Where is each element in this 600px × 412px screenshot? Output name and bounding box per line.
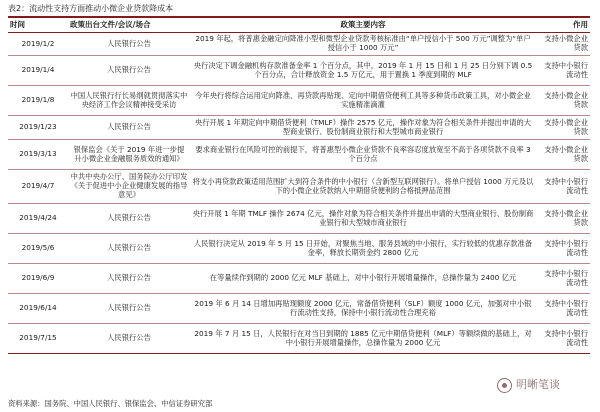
cell-time: 2019/4/24	[19, 213, 57, 223]
cell-effect: 支持小微企业贷款	[544, 208, 588, 227]
cell-content: 2019 年 7 月 15 日，人民银行在对当日到期的 1885 亿元中期借贷便利（MLF）等额续做的基础上，对中小银行开展增量操作，总操作量为 2000 亿元	[194, 328, 532, 347]
cell-content: 央行开展 1 年期定向中期借贷便利（TMLF）操作 2575 亿元，操作对象为符合相关条件并提出申请的大型商业银行、股份制商业银行和大型城市商业银行	[194, 117, 532, 136]
policy-table	[8, 18, 590, 354]
cell-effect: 支持小微企业贷款	[544, 144, 588, 163]
cell-content: 今年央行将综合运用定向降准、再贷款再贴现、定向中期借贷便利工具等多种货币政策工具，对小微企业实施精准滴灌	[195, 90, 531, 109]
cell-dept: 人民银行公告	[107, 333, 151, 343]
cell-content: 2019 年起，将普惠金融定向降准小型和微型企业贷款考核标准由“单户授信小于 500 万元”调整为“单户授信小于 1000 万元”	[195, 34, 531, 52]
header-content: 政策主要内容	[190, 18, 536, 33]
source-note: 资料来源：国务院、中国人民银行、银保监会、中信证券研究部	[8, 399, 213, 408]
table-row	[8, 294, 590, 324]
cell-time: 2019/1/4	[21, 65, 55, 75]
table-row	[8, 86, 590, 116]
cell-effect: 支持中小银行流动性	[544, 238, 588, 257]
cell-content: 在等量续作到期的 2000 亿元 MLF 基础上，对中小银行开展增量操作，总操作量为 2400 亿元	[209, 273, 517, 283]
cell-effect: 支持小微企业贷款	[544, 34, 588, 52]
header-row	[8, 18, 590, 33]
cell-content: 将支小再贷款政策适用范围扩大到符合条件的中小银行（含新型互联网银行）。将单户授信 1000 万元及以下的小微企业贷款纳入中期借贷便利的合格抵押品范围	[192, 176, 534, 195]
table-row	[8, 116, 590, 140]
cell-dept: 人民银行公告	[107, 273, 151, 283]
header-dept: 政策出台文件/会议/场合	[68, 18, 190, 33]
cell-dept: 银保监会《关于 2019 年进一步提升小微企业金融服务质效的通知》	[73, 144, 185, 163]
table-row	[8, 33, 590, 56]
cell-time: 2019/3/13	[19, 149, 57, 159]
table-row	[8, 204, 590, 234]
cell-dept: 人民银行公告	[107, 122, 151, 132]
table-row	[8, 56, 590, 86]
cell-content: 央行决定下调金融机构存款准备金率 1 个百分点，其中，2019 年 1 月 15 日和 1 月 25 日分别下调 0.5 个百分点，合计释放资金 1.5 万亿元，用于置换 1 季度到期的 MLF	[193, 60, 533, 79]
cell-content: 央行开展 1 年期 TMLF 操作 2674 亿元，操作对象为符合相关条件并提出申请的大型商业银行、股份制商业银行和大型城市商业银行	[192, 208, 534, 227]
cell-effect: 支持中小银行流动性	[544, 298, 588, 317]
cell-time: 2019/6/14	[19, 303, 57, 313]
cell-dept: 中共中央办公厅、国务院办公厅印发《关于促进中小企业健康发展的指导意见》	[70, 172, 188, 199]
table-caption: 表2：流动性支持方面推动小微企业贷款降成本	[8, 4, 174, 13]
table-row	[8, 264, 590, 294]
cell-effect: 支持中小银行流动性	[544, 176, 588, 195]
table-row	[8, 234, 590, 264]
table-row	[8, 170, 590, 204]
cell-dept: 人民银行公告	[107, 38, 151, 48]
cell-dept: 人民银行公告	[107, 65, 151, 75]
cell-effect: 支持中小银行流动性	[544, 268, 588, 287]
watermark	[497, 377, 560, 393]
header-effect: 作用	[536, 18, 590, 33]
table-row	[8, 324, 590, 354]
cell-time: 2019/1/2	[21, 38, 55, 48]
cell-time: 2019/7/15	[19, 333, 57, 343]
cell-time: 2019/1/8	[21, 95, 55, 105]
cell-dept: 人民银行公告	[107, 303, 151, 313]
watermark-text: 明晰笔谈	[516, 378, 560, 391]
cell-time: 2019/5/6	[21, 243, 55, 253]
cell-effect: 支持中小银行流动性	[544, 60, 588, 79]
cell-content: 2019 年 6 月 14 日增加再贴现额度 2000 亿元，常备借贷便利（SLF）额度 1000 亿元，加强对中小银行流动性支持，保持中小银行流动性合理充裕	[194, 298, 532, 317]
cell-time: 2019/6/9	[21, 273, 55, 283]
cell-dept: 人民银行公告	[107, 213, 151, 223]
wechat-logo-icon	[497, 378, 512, 393]
cell-effect: 支持小微企业贷款	[544, 90, 588, 109]
cell-effect: 支持小微企业贷款	[544, 117, 588, 136]
cell-time: 2019/1/23	[19, 122, 57, 132]
cell-time: 2019/4/7	[21, 181, 55, 191]
header-time: 时间	[8, 18, 68, 33]
table-row	[8, 140, 590, 170]
cell-content: 要求商业银行在风险可控的前提下，将普惠型小微企业贷款不良率容忍度放宽至不高于各项贷款不良率 3 个百分点	[195, 144, 531, 163]
cell-content: 人民银行决定从 2019 年 5 月 15 日开始，对聚焦当地、服务县域的中小银行，实行较低的优惠存款准备金率，释放长期资金约 2800 亿元	[193, 238, 533, 257]
cell-effect: 支持中小银行流动性	[544, 328, 588, 347]
cell-dept: 人民银行公告	[107, 243, 151, 253]
cell-dept: 中国人民银行行长易纲就贯彻落实中央经济工作会议精神接受采访	[70, 90, 188, 109]
